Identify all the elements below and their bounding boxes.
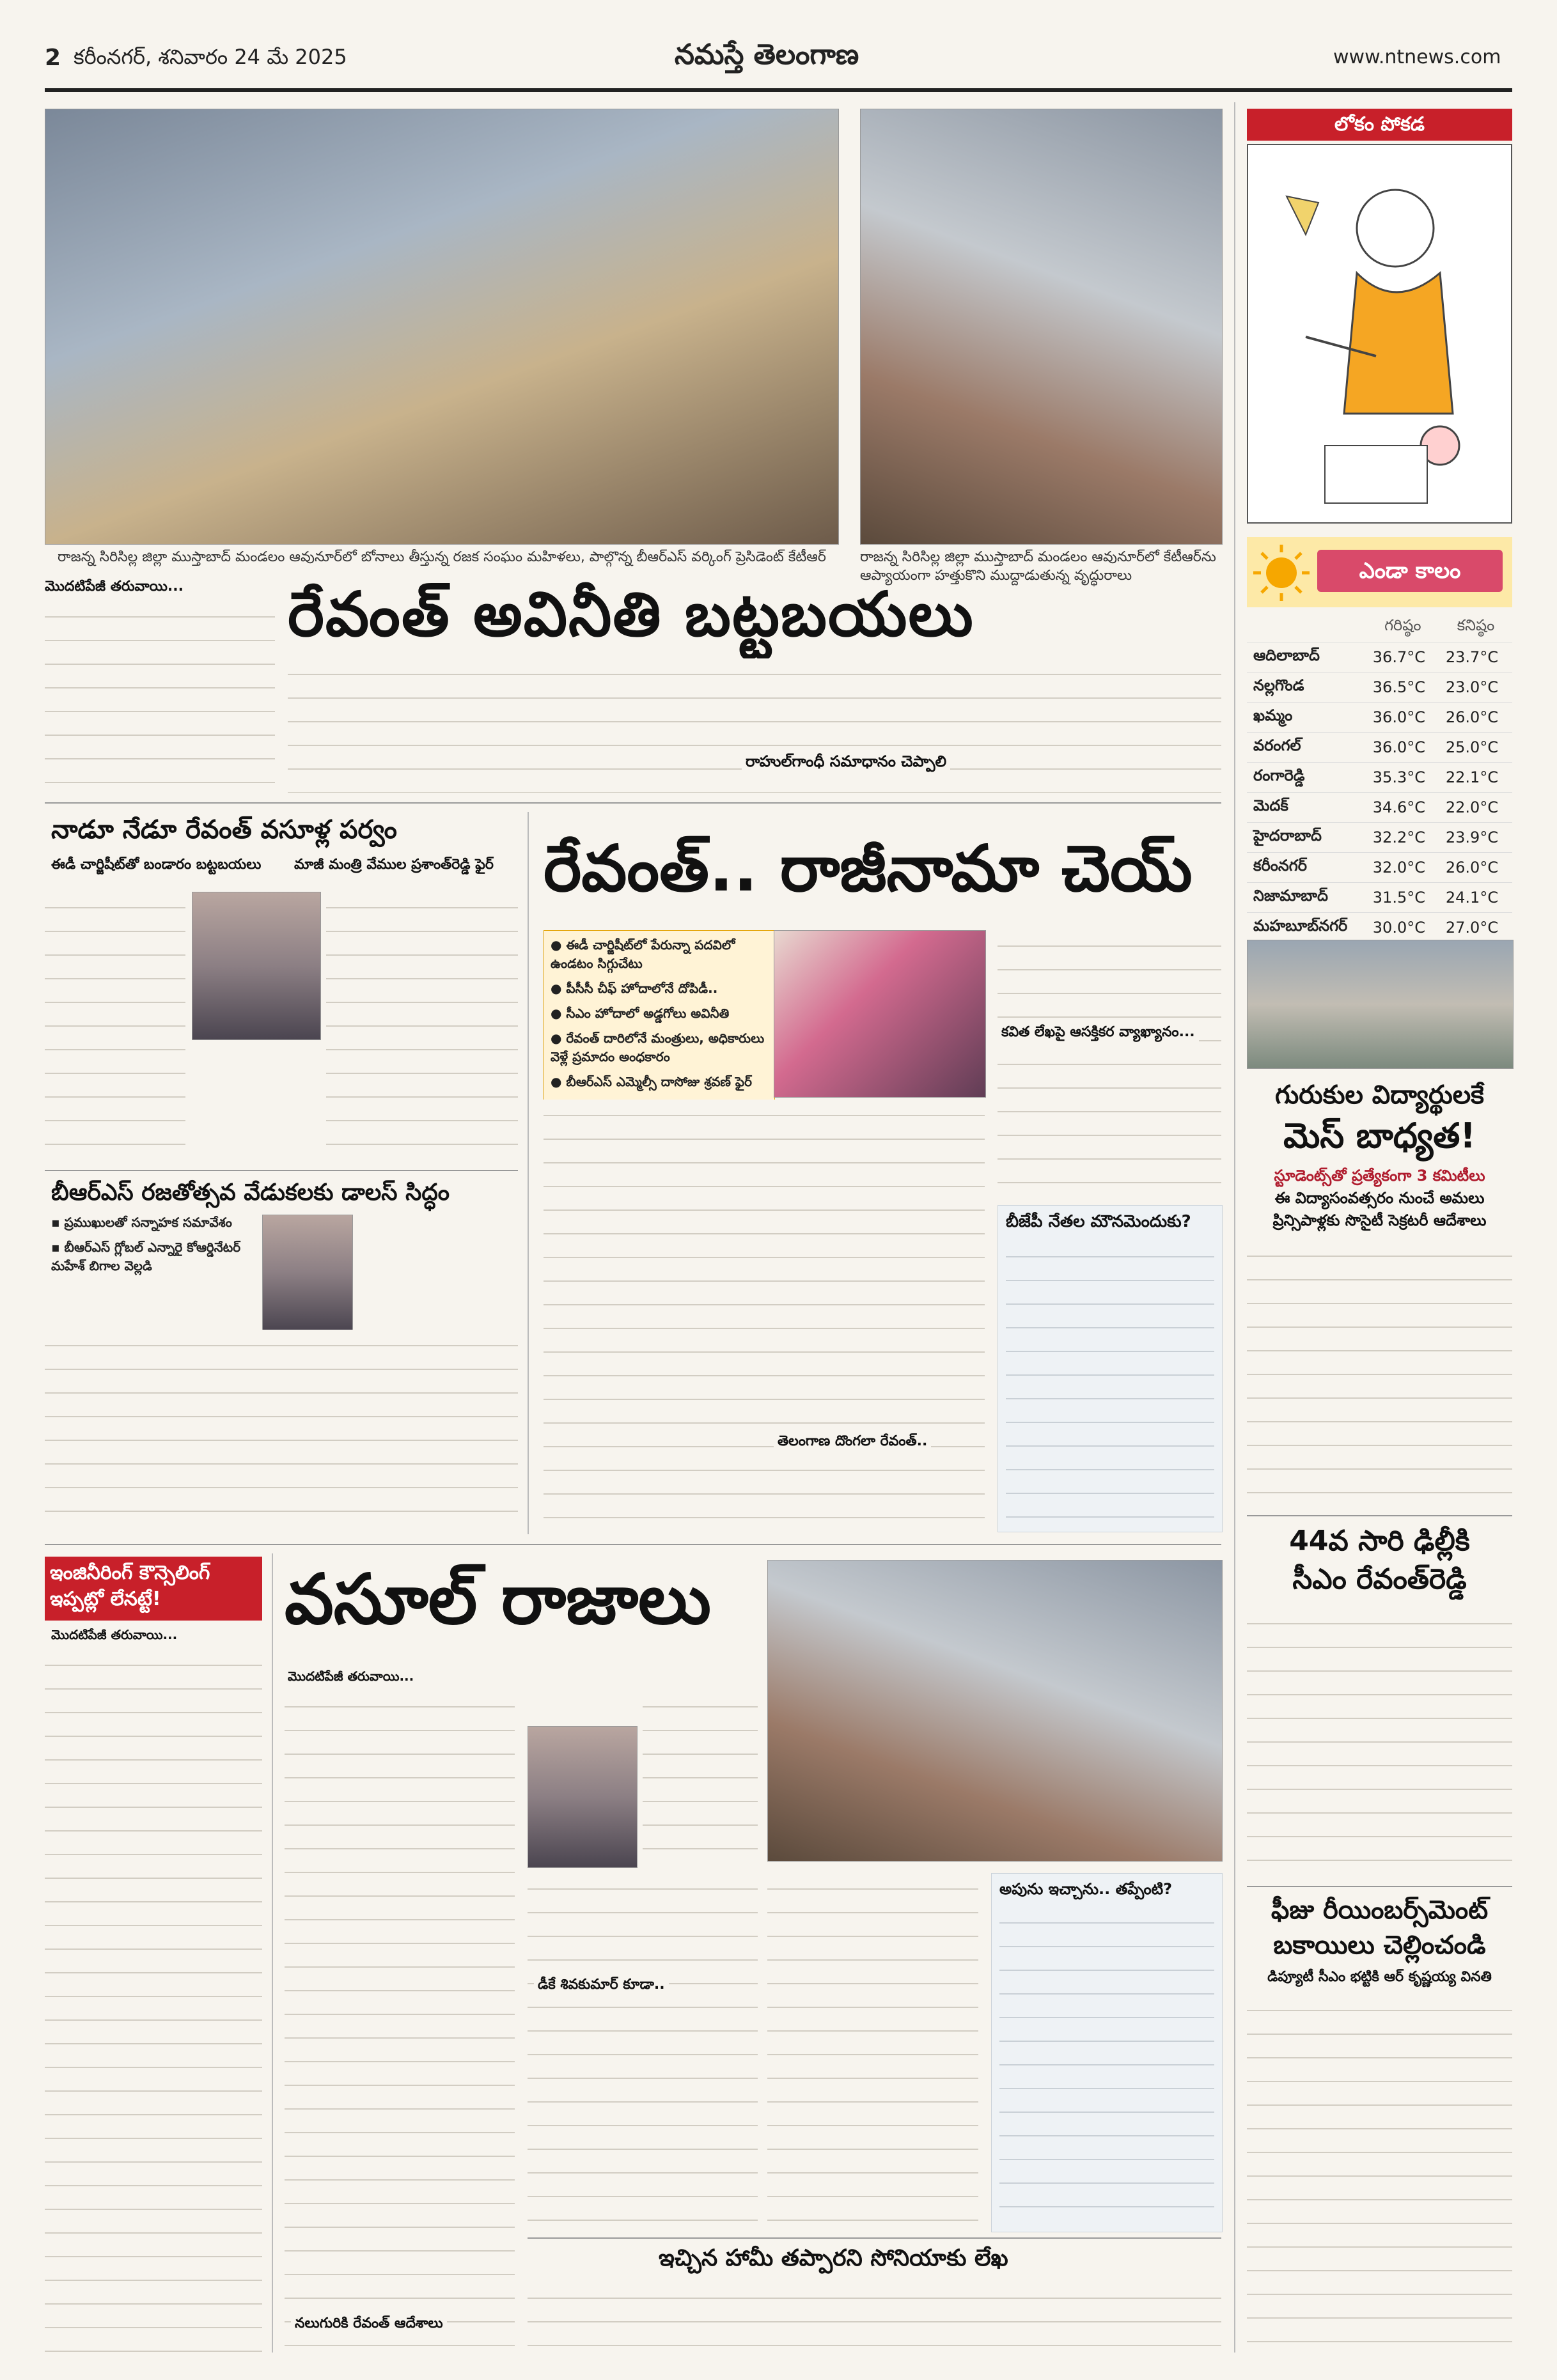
apology-box	[991, 1873, 1223, 2232]
weather-row	[1247, 913, 1512, 943]
weather-max: 35.3°C	[1366, 763, 1439, 793]
story-six-kicker: మొదటిపేజీ తరువాయి...	[288, 1668, 414, 1684]
story-three-bullet: ▪ బీఆర్‌ఎస్ గ్లోబల్ ఎన్నారై కోఆర్డినేటర్ మహేశ్ బిగాల వెల్లడి	[51, 1240, 241, 1273]
rule-fee	[1247, 1886, 1512, 1887]
weather-max: 36.0°C	[1366, 733, 1439, 763]
weather-row	[1247, 823, 1512, 853]
photo-bonalu-caption: రాజన్న సిరిసిల్ల జిల్లా ముస్తాబాద్ మండలం ఆవునూర్‌లో బోనాలు తీస్తున్న రజక సంఘం మహిళలు, పాల్గొన్న బీఆర్‌ఎస్ వర్కింగ్ ప్రెసిడెంట్ కేటీఆర్	[58, 549, 826, 565]
story-four-bullet: ● పీసీసీ చీఫ్ హోదాలోనే దోపిడీ..	[551, 981, 718, 996]
story-two-body-2	[326, 892, 518, 1160]
story-five-kicker: మొదటిపేజీ తరువాయి...	[51, 1627, 178, 1642]
story-two-credit: మాజీ మంత్రి వేముల ప్రశాంత్‌రెడ్డి ఫైర్	[294, 857, 494, 873]
weather-max: 36.0°C	[1366, 703, 1439, 733]
weather-min: 25.0°C	[1439, 733, 1512, 763]
weather-min: 26.0°C	[1439, 703, 1512, 733]
story-three-bullets	[51, 1215, 256, 1283]
bjp-silence-box	[998, 1205, 1223, 1532]
story-four-side-heading-1: కవిత లేఖపై ఆసక్తికర వ్యాఖ్యానం...	[998, 1023, 1199, 1045]
weather-banner-bg	[1247, 537, 1512, 607]
photo-ktr-hug-caption: రాజన్న సిరిసిల్ల జిల్లా ముస్తాబాద్ మండలం ఆవునూర్‌లో కేటీఆర్‌ను ఆప్యాయంగా హత్తుకొని ముద్దాడుతున్న వృద్ధురాలు	[860, 549, 1216, 584]
story-two-headline: నాడూ నేడూ రేవంత్ వసూళ్ల పర్వం	[51, 815, 397, 844]
lead-body-col-1	[45, 601, 275, 793]
story-six-sub-4: అపును ఇచ్చాను.. తప్పేంటి?	[999, 1880, 1173, 1898]
weather-city: కరీంనగర్	[1247, 853, 1366, 883]
fee-body	[1247, 1995, 1512, 2353]
story-four-bullet: ● సీఎం హోదాలో అడ్డగోలు అవినీతి	[551, 1006, 730, 1021]
story-five-body	[45, 1649, 262, 2353]
weather-max: 34.6°C	[1366, 793, 1439, 823]
weather-max: 36.7°C	[1366, 642, 1439, 673]
delhi-headline-1: 44వ సారి ఢిల్లీకి	[1289, 1525, 1470, 1557]
fee-headline-2: బకాయిలు చెల్లించండి	[1273, 1931, 1486, 1960]
story-six-sub-3: నలుగురికి రేవంత్ ఆదేశాలు	[291, 2314, 447, 2336]
cartoon-image	[1247, 144, 1512, 524]
weather-min: 23.9°C	[1439, 823, 1512, 853]
story-four-headline: రేవంత్.. రాజీనామా చెయ్	[544, 831, 1193, 906]
weather-city: హైదరాబాద్	[1247, 823, 1366, 853]
weather-max: 32.2°C	[1366, 823, 1439, 853]
photo-mahesh-bigala	[262, 1215, 353, 1331]
right-column-rule	[1234, 102, 1235, 2353]
photo-revanth	[528, 1726, 638, 1868]
weather-min: 22.0°C	[1439, 793, 1512, 823]
story-four-bullet: ● బీఆర్‌ఎస్ ఎమ్మెల్సీ దాసోజు శ్రవణ్ ఫైర్	[551, 1074, 752, 1089]
sun-icon	[1251, 542, 1312, 603]
promise-body	[528, 2282, 1221, 2353]
story-three-body	[45, 1330, 518, 1534]
gurukul-sub-1: స్టూడెంట్స్‌తో ప్రత్యేకంగా 3 కమిటీలు	[1274, 1167, 1485, 1185]
weather-header-max: గరిష్ఠం	[1366, 612, 1439, 642]
rule-promise	[528, 2237, 1221, 2239]
rule-bottom-section	[45, 1544, 1221, 1545]
story-four-side-heading-3: తెలంగాణ దొంగలా రేవంత్..	[774, 1432, 931, 1454]
story-four-side-heading-2: బీజేపీ నేతల మౌనమెందుకు?	[1006, 1212, 1191, 1231]
rule-lead	[45, 802, 1221, 804]
rule-delhi	[1247, 1515, 1512, 1516]
story-four-bullet: ● ఈడీ చార్జిషీట్‌లో పేరున్నా పదవిలో ఉండటం సిగ్గుచేటు	[551, 937, 735, 971]
bjp-silence-body	[1006, 1241, 1214, 1522]
photo-prashanth-reddy	[192, 892, 321, 1040]
site-url[interactable]: www.ntnews.com	[1333, 46, 1501, 68]
story-six-sub-1: డీకే శివకుమార్ కూడా..	[534, 1975, 669, 1997]
weather-city: నిజామాబాద్	[1247, 883, 1366, 913]
date-line: కరీంనగర్, శనివారం 24 మే 2025	[74, 45, 347, 69]
masthead-rule	[45, 88, 1512, 92]
paper-title: నమస్తే తెలంగాణ	[675, 38, 859, 71]
weather-banner: ఎండా కాలం	[1317, 550, 1503, 592]
photo-ktr-hug	[860, 109, 1223, 545]
weather-city: నల్లగొండ	[1247, 673, 1366, 703]
cartoon-label: లోకం పోకడ	[1247, 109, 1512, 141]
weather-row	[1247, 853, 1512, 883]
weather-min: 23.0°C	[1439, 673, 1512, 703]
story-six-body-3	[528, 1873, 758, 2231]
weather-max: 36.5°C	[1366, 673, 1439, 703]
weather-max: 30.0°C	[1366, 913, 1439, 943]
story-four-bullet: ● రేవంత్ దారిలోనే మంత్రులు, అధికారులు వెళ్లే ప్రమాదం అంధకారం	[551, 1031, 765, 1064]
cartoon-drawing-icon	[1248, 145, 1511, 522]
story-three-bullet: ▪ ప్రముఖులతో సన్నాహక సమావేశం	[51, 1215, 232, 1230]
weather-min: 24.1°C	[1439, 883, 1512, 913]
lead-kicker: మొదటిపేజీ తరువాయి...	[45, 579, 184, 595]
weather-row	[1247, 793, 1512, 823]
promise-headline: ఇచ్చిన హామీ తప్పారని సోనియాకు లేఖ	[659, 2245, 1008, 2271]
lead-headline: రేవంత్ అవినీతి బట్టబయలు	[288, 579, 974, 650]
weather-min: 23.7°C	[1439, 642, 1512, 673]
weather-row	[1247, 673, 1512, 703]
fee-sub: డిప్యూటీ సీఎం భట్టికి ఆర్ కృష్ణయ్య వినతి	[1267, 1969, 1492, 1985]
story-six-body-1	[285, 1691, 515, 2353]
weather-row	[1247, 642, 1512, 673]
middle-column-rule	[528, 812, 529, 1534]
story-six-body-2	[643, 1691, 758, 1867]
lead-sub-heading: రాహుల్‌గాంధీ సమాధానం చెప్పాలి	[742, 751, 950, 775]
apology-body	[999, 1907, 1214, 2223]
delhi-headline-2: సీఎం రేవంత్‌రెడ్డి	[1292, 1563, 1467, 1596]
gurukul-sub-2: ఈ విద్యాసంవత్సరం నుంచే అమలు	[1274, 1189, 1485, 1207]
weather-city: వరంగల్	[1247, 733, 1366, 763]
photo-gurukul	[1247, 940, 1514, 1069]
story-four-side-body-1	[998, 930, 1221, 1199]
weather-table-wrap	[1247, 612, 1512, 943]
weather-header-city	[1247, 612, 1366, 642]
weather-max: 32.0°C	[1366, 853, 1439, 883]
story-three-headline: బీఆర్‌ఎస్ రజతోత్సవ వేడుకలకు డాలస్ సిద్ధం	[51, 1179, 450, 1206]
weather-city: రంగారెడ్డి	[1247, 763, 1366, 793]
weather-max: 31.5°C	[1366, 883, 1439, 913]
story-four-bullets	[544, 930, 775, 1106]
delhi-body	[1247, 1608, 1512, 1876]
weather-table	[1247, 612, 1512, 943]
photo-dasoju-sravan	[774, 930, 986, 1098]
weather-city: ఖమ్మం	[1247, 703, 1366, 733]
weather-min: 22.1°C	[1439, 763, 1512, 793]
lower-left-rule	[272, 1553, 273, 2353]
weather-row	[1247, 703, 1512, 733]
weather-header-min: కనిష్ఠం	[1439, 612, 1512, 642]
rule-story-two	[45, 1170, 518, 1171]
fee-headline-1: ఫీజు రీయింబర్స్‌మెంట్	[1271, 1895, 1489, 1925]
masthead	[0, 0, 1557, 96]
story-six-body-4	[767, 1873, 978, 2231]
story-four-body	[544, 1100, 985, 1534]
story-two-body-1	[45, 892, 185, 1160]
story-two-tagline: ఈడీ చార్జిషీట్‌తో బండారం బట్టబయలు	[51, 857, 262, 873]
weather-city: మెదక్	[1247, 793, 1366, 823]
weather-min: 27.0°C	[1439, 913, 1512, 943]
weather-header-row	[1247, 612, 1512, 642]
weather-city: మహబూబ్‌నగర్	[1247, 913, 1366, 943]
weather-min: 26.0°C	[1439, 853, 1512, 883]
weather-row	[1247, 763, 1512, 793]
weather-row	[1247, 883, 1512, 913]
photo-bonalu	[45, 109, 839, 545]
gurukul-body	[1247, 1240, 1512, 1502]
story-six-headline: వసూల్ రాజాలు	[285, 1560, 712, 1640]
gurukul-headline-1: గురుకుల విద్యార్థులకే	[1275, 1080, 1484, 1110]
page-number: 2	[45, 45, 61, 71]
gurukul-sub-3: ప్రిన్సిపాళ్లకు సొసైటీ సెక్రటరీ ఆదేశాలు	[1272, 1211, 1487, 1229]
photo-sonia-rahul	[767, 1560, 1223, 1862]
weather-city: ఆదిలాబాద్	[1247, 642, 1366, 673]
weather-row	[1247, 733, 1512, 763]
gurukul-headline-2: మెస్ బాధ్యత!	[1283, 1116, 1476, 1156]
story-five-headline: ఇంజినీరింగ్ కౌన్సెలింగ్ ఇప్పట్లో లేనట్టే!	[45, 1557, 262, 1621]
